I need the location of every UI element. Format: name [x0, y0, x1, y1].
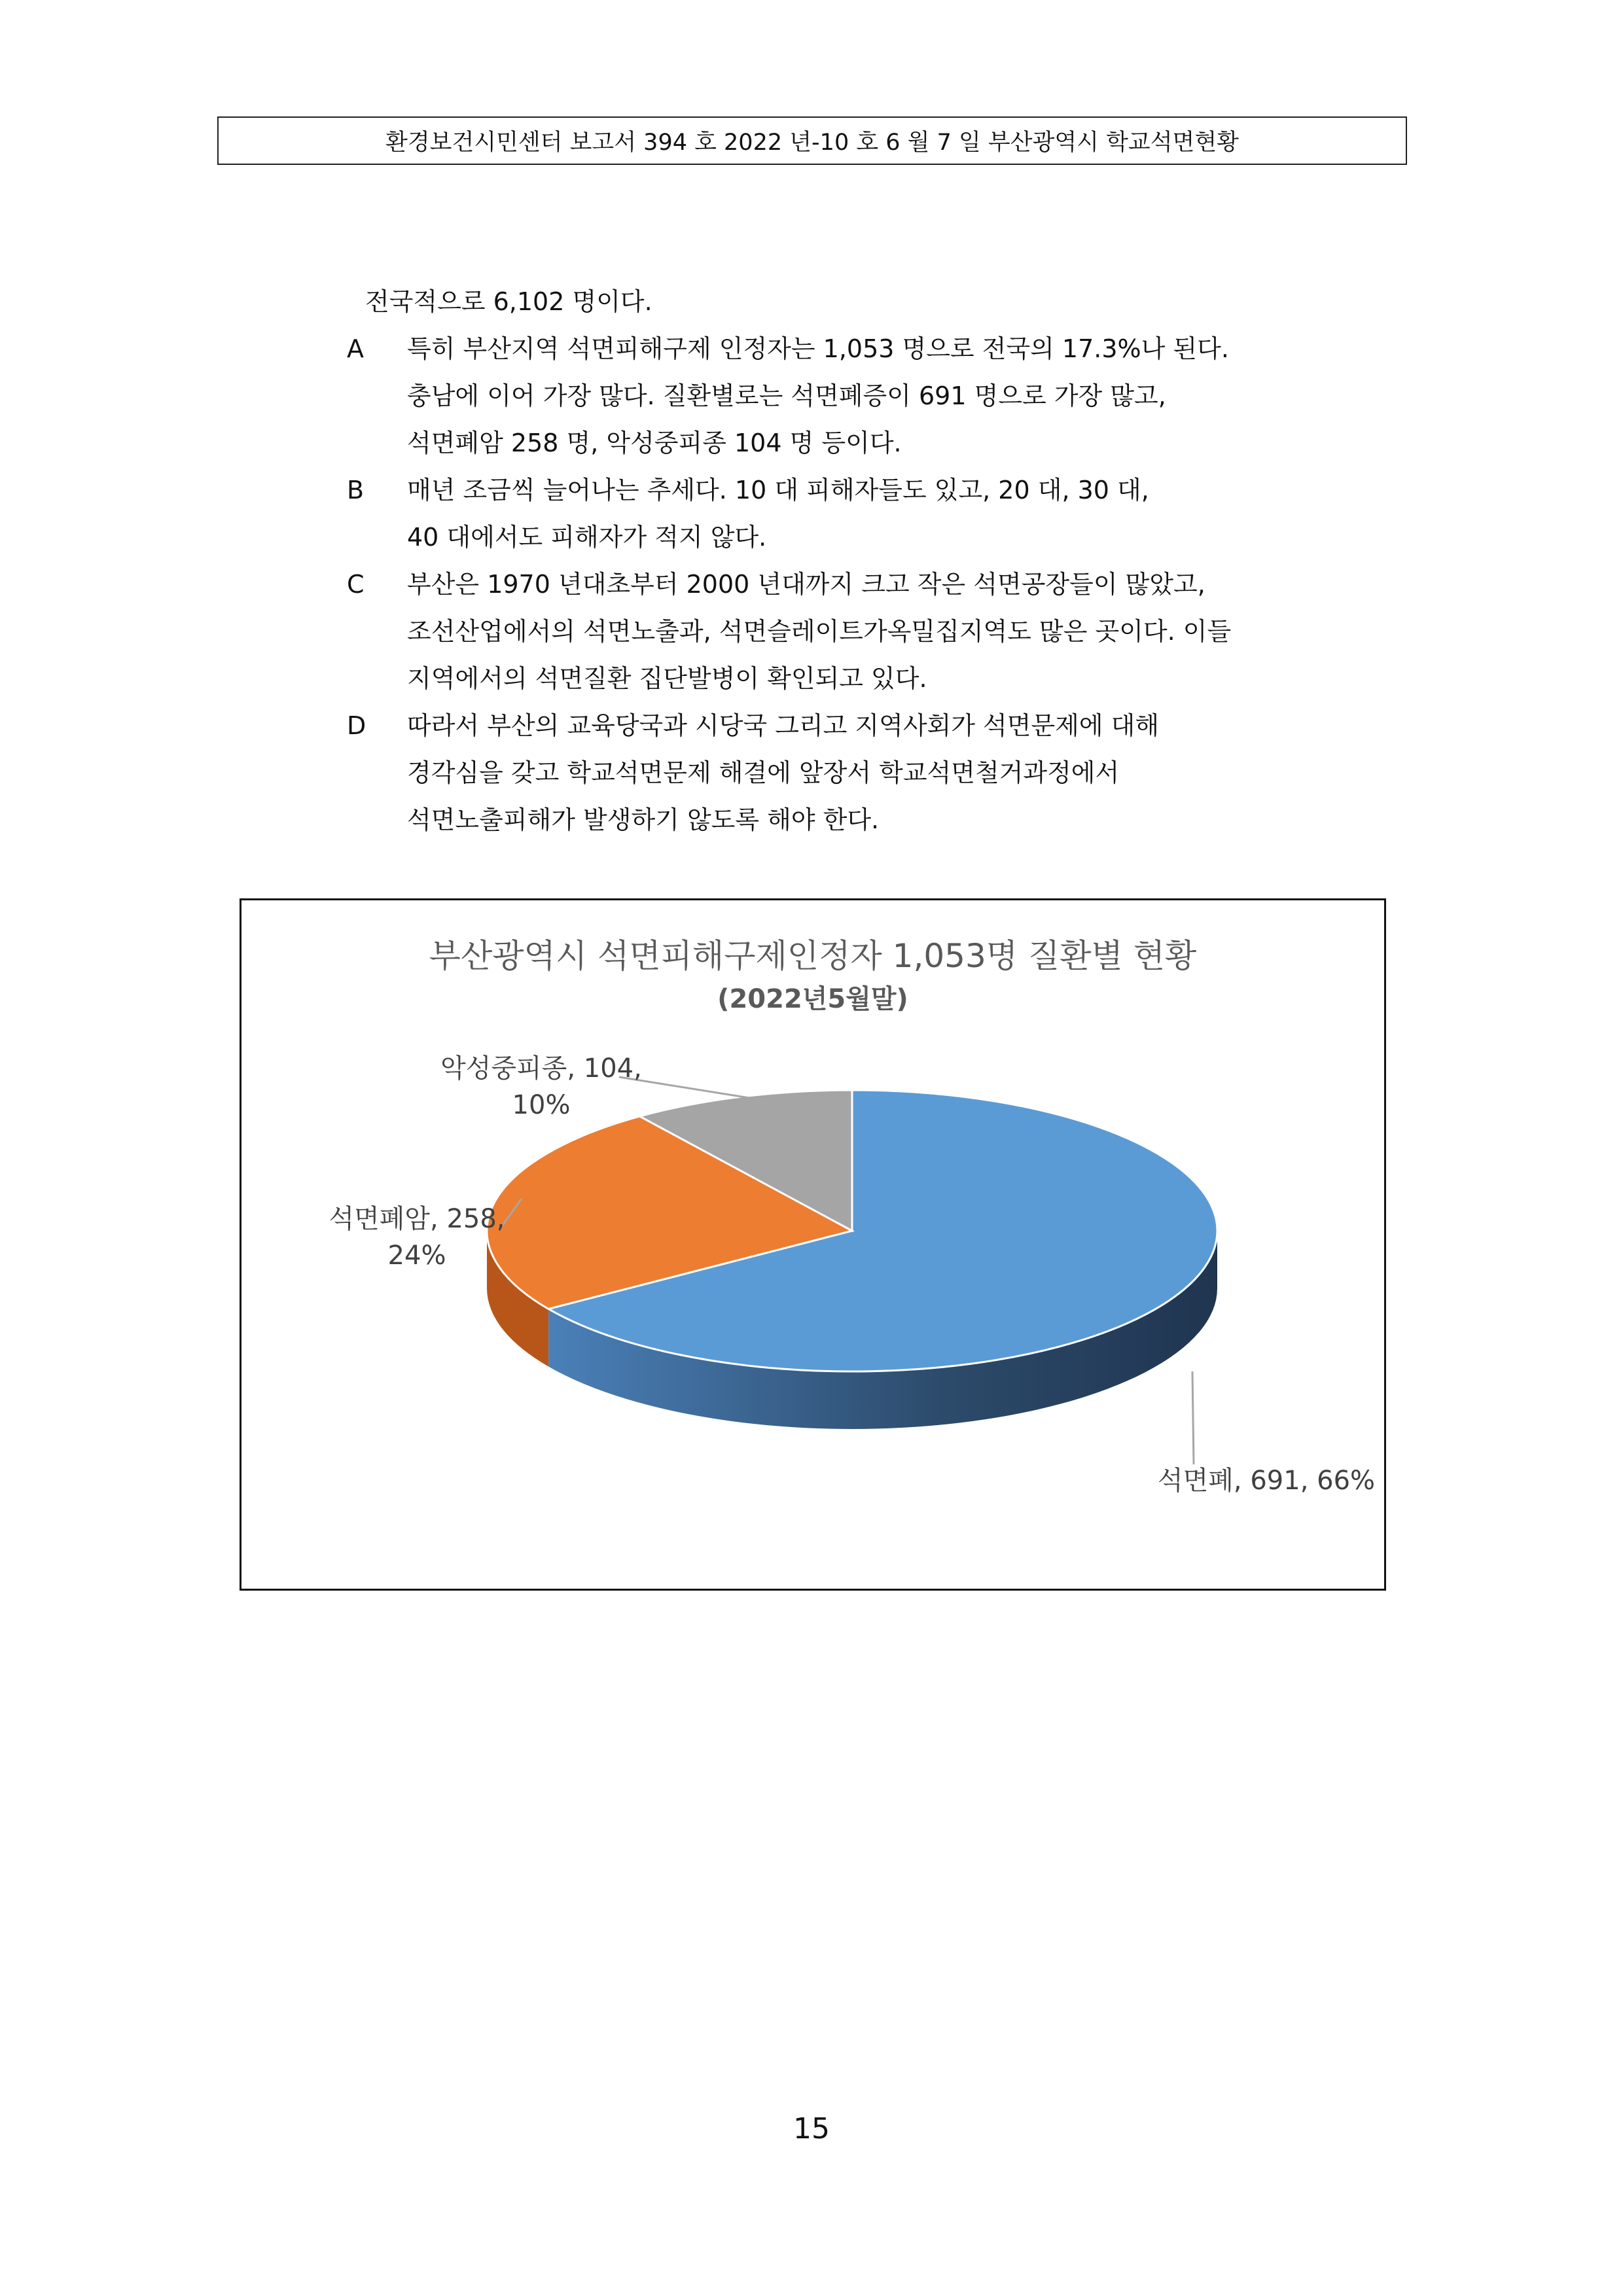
data-label-악성중피종: 10%: [512, 1090, 571, 1120]
list-item: [347, 561, 1407, 702]
body-text: [347, 278, 1407, 843]
item-line: 조선산업에서의 석면노출과, 석면슬레이트가옥밀집지역도 많은 곳이다. 이들: [407, 617, 1232, 646]
pie-chart-frame: [240, 898, 1386, 1591]
data-label-석면폐암: 24%: [387, 1241, 446, 1271]
item-marker: C: [347, 570, 365, 599]
item-line: 따라서 부산의 교육당국과 시당국 그리고 지역사회가 석면문제에 대해: [407, 711, 1160, 740]
item-line: 지역에서의 석면질환 집단발병이 확인되고 있다.: [407, 664, 927, 693]
item-marker: D: [347, 711, 366, 740]
data-label-악성중피종: 악성중피종, 104,: [440, 1053, 642, 1084]
item-line: 충남에 이어 가장 많다. 질환별로는 석면폐증이 691 명으로 가장 많고,: [407, 381, 1166, 410]
pie-chart: [241, 900, 1384, 1589]
item-line: 40 대에서도 피해자가 적지 않다.: [407, 523, 767, 552]
item-line: 석면폐암 258 명, 악성중피종 104 명 등이다.: [407, 429, 902, 457]
report-header: [217, 116, 1407, 165]
item-line: 경각심을 갖고 학교석면문제 해결에 앞장서 학교석면철거과정에서: [407, 758, 1120, 787]
list-item: [347, 702, 1407, 843]
list-item: [347, 467, 1407, 561]
intro-line: 전국적으로 6,102 명이다.: [365, 287, 652, 316]
chart-title: 부산광역시 석면피해구제인정자 1,053명 질환별 현황: [429, 937, 1197, 975]
chart-subtitle: (2022년5월말): [717, 984, 908, 1014]
item-marker: B: [347, 476, 365, 504]
data-label-석면폐: 석면폐, 691, 66%: [1158, 1466, 1376, 1496]
page-number: 15: [793, 2112, 830, 2146]
list-item: [347, 325, 1407, 467]
item-line: 매년 조금씩 늘어나는 추세다. 10 대 피해자들도 있고, 20 대, 30 대,: [407, 476, 1149, 504]
item-line: 부산은 1970 년대초부터 2000 년대까지 크고 작은 석면공장들이 많았고,: [407, 570, 1205, 599]
report-header-text: 환경보건시민센터 보고서 394 호 2022 년-10 호 6 월 7 일 부산광역시 학교석면현황: [385, 130, 1239, 156]
data-label-석면폐암: 석면폐암, 258,: [329, 1204, 505, 1234]
leader-line-석면폐: [1192, 1371, 1194, 1464]
item-line: 석면노출피해가 발생하기 않도록 해야 한다.: [407, 805, 880, 834]
item-marker: A: [347, 334, 364, 363]
item-line: 특히 부산지역 석면피해구제 인정자는 1,053 명으로 전국의 17.3%나 된다.: [407, 334, 1229, 363]
